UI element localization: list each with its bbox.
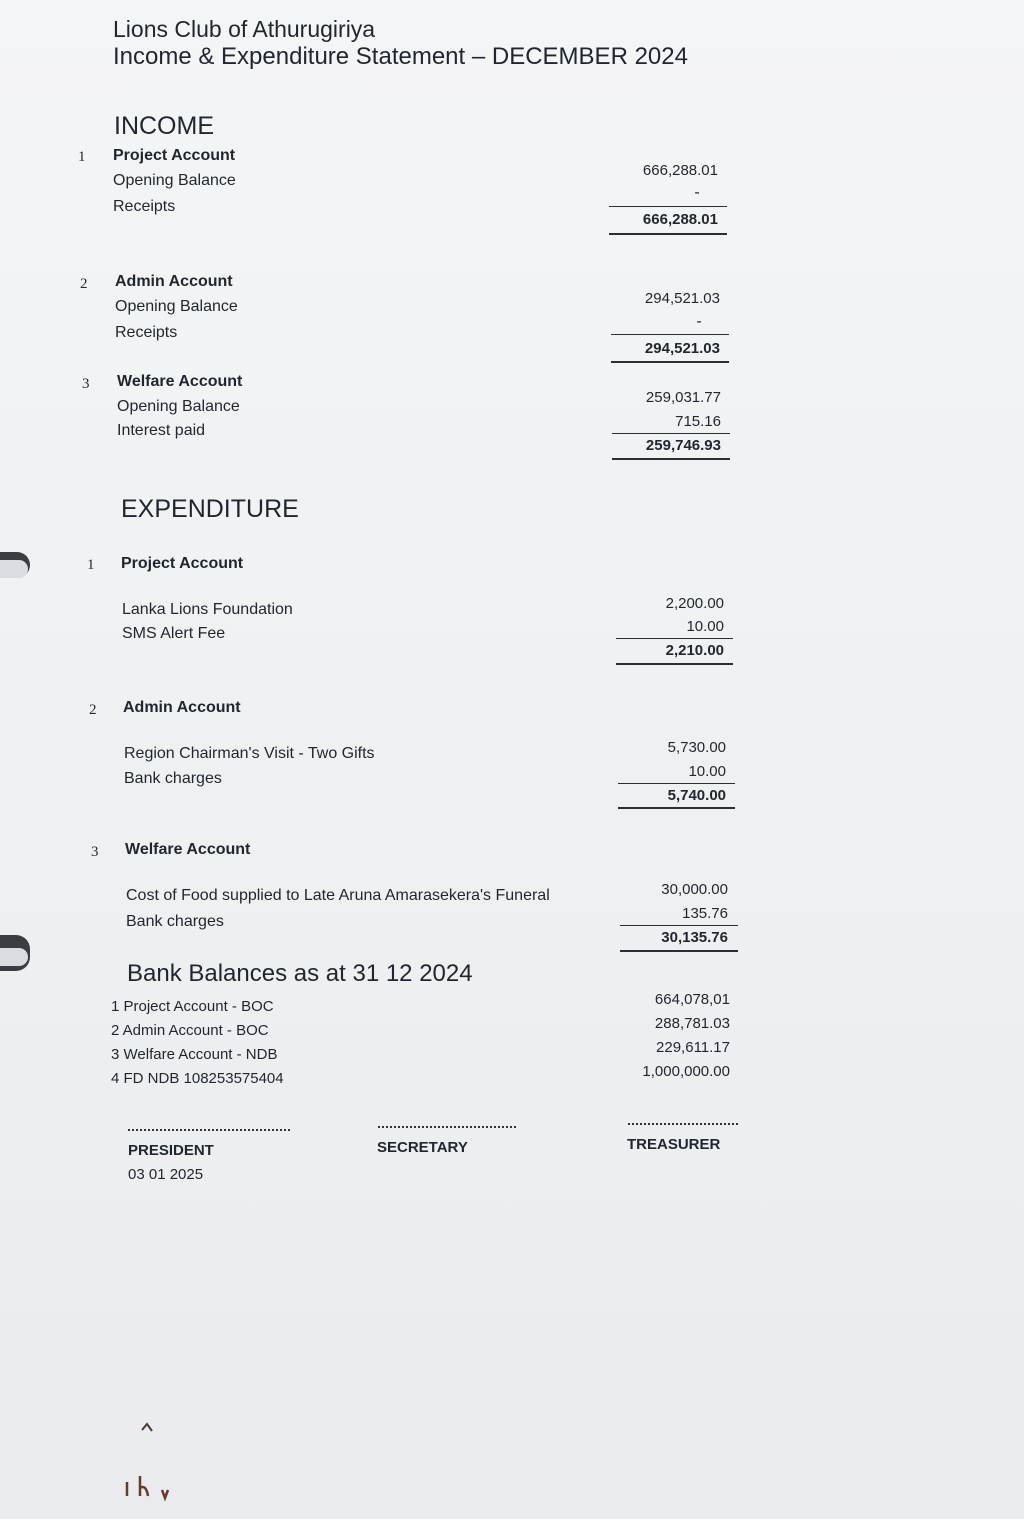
expenditure-line: Region Chairman's Visit - Two Gifts <box>124 745 375 762</box>
income-line: Opening Balance <box>117 398 240 415</box>
total-rule <box>611 361 729 363</box>
bank-balance-amount: 664,078,01 <box>654 991 730 1008</box>
total-rule <box>612 458 730 460</box>
income-amount: 666,288.01 <box>642 162 718 179</box>
income-line: Interest paid <box>117 422 206 439</box>
binder-clip-highlight <box>0 560 28 578</box>
secretary-signature-line <box>378 1126 516 1128</box>
expenditure-line: Cost of Food supplied to Late Aruna Amarasekera's Funeral <box>126 887 550 904</box>
secretary-label: SECRETARY <box>377 1139 468 1156</box>
president-signature-line <box>128 1129 290 1131</box>
income-total: 666,288.01 <box>642 211 718 228</box>
income-amount: 259,031.77 <box>645 389 721 406</box>
bank-balance-label: 1 Project Account - BOC <box>111 998 274 1015</box>
income-amount: - <box>696 313 702 330</box>
subtotal-rule <box>611 334 729 335</box>
income-amount: 715.16 <box>675 413 721 430</box>
income-total: 259,746.93 <box>645 437 721 454</box>
expenditure-total: 30,135.76 <box>661 929 728 946</box>
expenditure-line: SMS Alert Fee <box>122 625 226 642</box>
income-account-name: Project Account <box>113 147 236 164</box>
bank-balance-amount: 229,611.17 <box>656 1039 730 1056</box>
expenditure-total: 5,740.00 <box>667 787 726 804</box>
treasurer-signature-line <box>628 1123 738 1125</box>
expenditure-line: Bank charges <box>124 770 222 787</box>
bank-balances-heading: Bank Balances as at 31 12 2024 <box>127 960 473 987</box>
treasurer-label: TREASURER <box>627 1136 721 1153</box>
bank-balance-label: 4 FD NDB 108253575404 <box>111 1070 284 1087</box>
expenditure-line: Lanka Lions Foundation <box>122 601 293 618</box>
expenditure-amount: 30,000.00 <box>661 881 728 898</box>
bank-balance-amount: 288,781.03 <box>654 1015 730 1032</box>
income-heading: INCOME <box>114 112 214 140</box>
bank-balance-label: 2 Admin Account - BOC <box>111 1022 269 1039</box>
subtotal-rule <box>618 783 735 784</box>
subtotal-rule <box>620 925 738 926</box>
bank-balance-amount: 1,000,000.00 <box>642 1063 730 1080</box>
income-total: 294,521.03 <box>644 340 720 357</box>
subtotal-rule <box>616 638 733 639</box>
total-rule <box>618 807 735 809</box>
income-account-name: Admin Account <box>115 273 233 290</box>
bank-balance-label: 3 Welfare Account - NDB <box>111 1046 278 1063</box>
expenditure-amount: 10.00 <box>686 618 724 635</box>
subtotal-rule <box>612 433 730 434</box>
expenditure-amount: 10.00 <box>688 763 726 780</box>
expenditure-account-name: Project Account <box>121 555 244 572</box>
subtotal-rule <box>609 206 727 207</box>
total-rule <box>620 950 738 952</box>
statement-title: Income & Expenditure Statement – DECEMBER 2024 <box>113 43 688 70</box>
income-account-name: Welfare Account <box>117 373 243 390</box>
expenditure-item-number: 1 <box>87 557 95 573</box>
total-rule <box>609 233 727 235</box>
income-item-number: 1 <box>78 149 86 165</box>
income-line: Receipts <box>113 198 176 215</box>
expenditure-amount: 2,200.00 <box>665 595 724 612</box>
income-line: Receipts <box>115 324 178 341</box>
signature-date: 03 01 2025 <box>128 1166 204 1183</box>
expenditure-item-number: 2 <box>89 702 97 718</box>
income-amount: - <box>694 184 700 201</box>
expenditure-item-number: 3 <box>91 844 99 860</box>
expenditure-amount: 5,730.00 <box>667 739 726 756</box>
expenditure-account-name: Welfare Account <box>125 841 251 858</box>
president-label: PRESIDENT <box>128 1142 214 1159</box>
club-name: Lions Club of Athurugiriya <box>113 16 376 42</box>
expenditure-account-name: Admin Account <box>123 699 241 716</box>
income-item-number: 2 <box>80 276 88 292</box>
expenditure-line: Bank charges <box>126 913 224 930</box>
pen-scribble <box>110 1410 190 1510</box>
income-line: Opening Balance <box>113 172 236 189</box>
expenditure-total: 2,210.00 <box>665 642 724 659</box>
income-amount: 294,521.03 <box>644 290 720 307</box>
total-rule <box>616 663 733 665</box>
income-line: Opening Balance <box>115 298 238 315</box>
income-item-number: 3 <box>82 376 90 392</box>
binder-clip-highlight <box>0 948 28 966</box>
expenditure-amount: 135.76 <box>682 905 728 922</box>
expenditure-heading: EXPENDITURE <box>121 495 299 523</box>
